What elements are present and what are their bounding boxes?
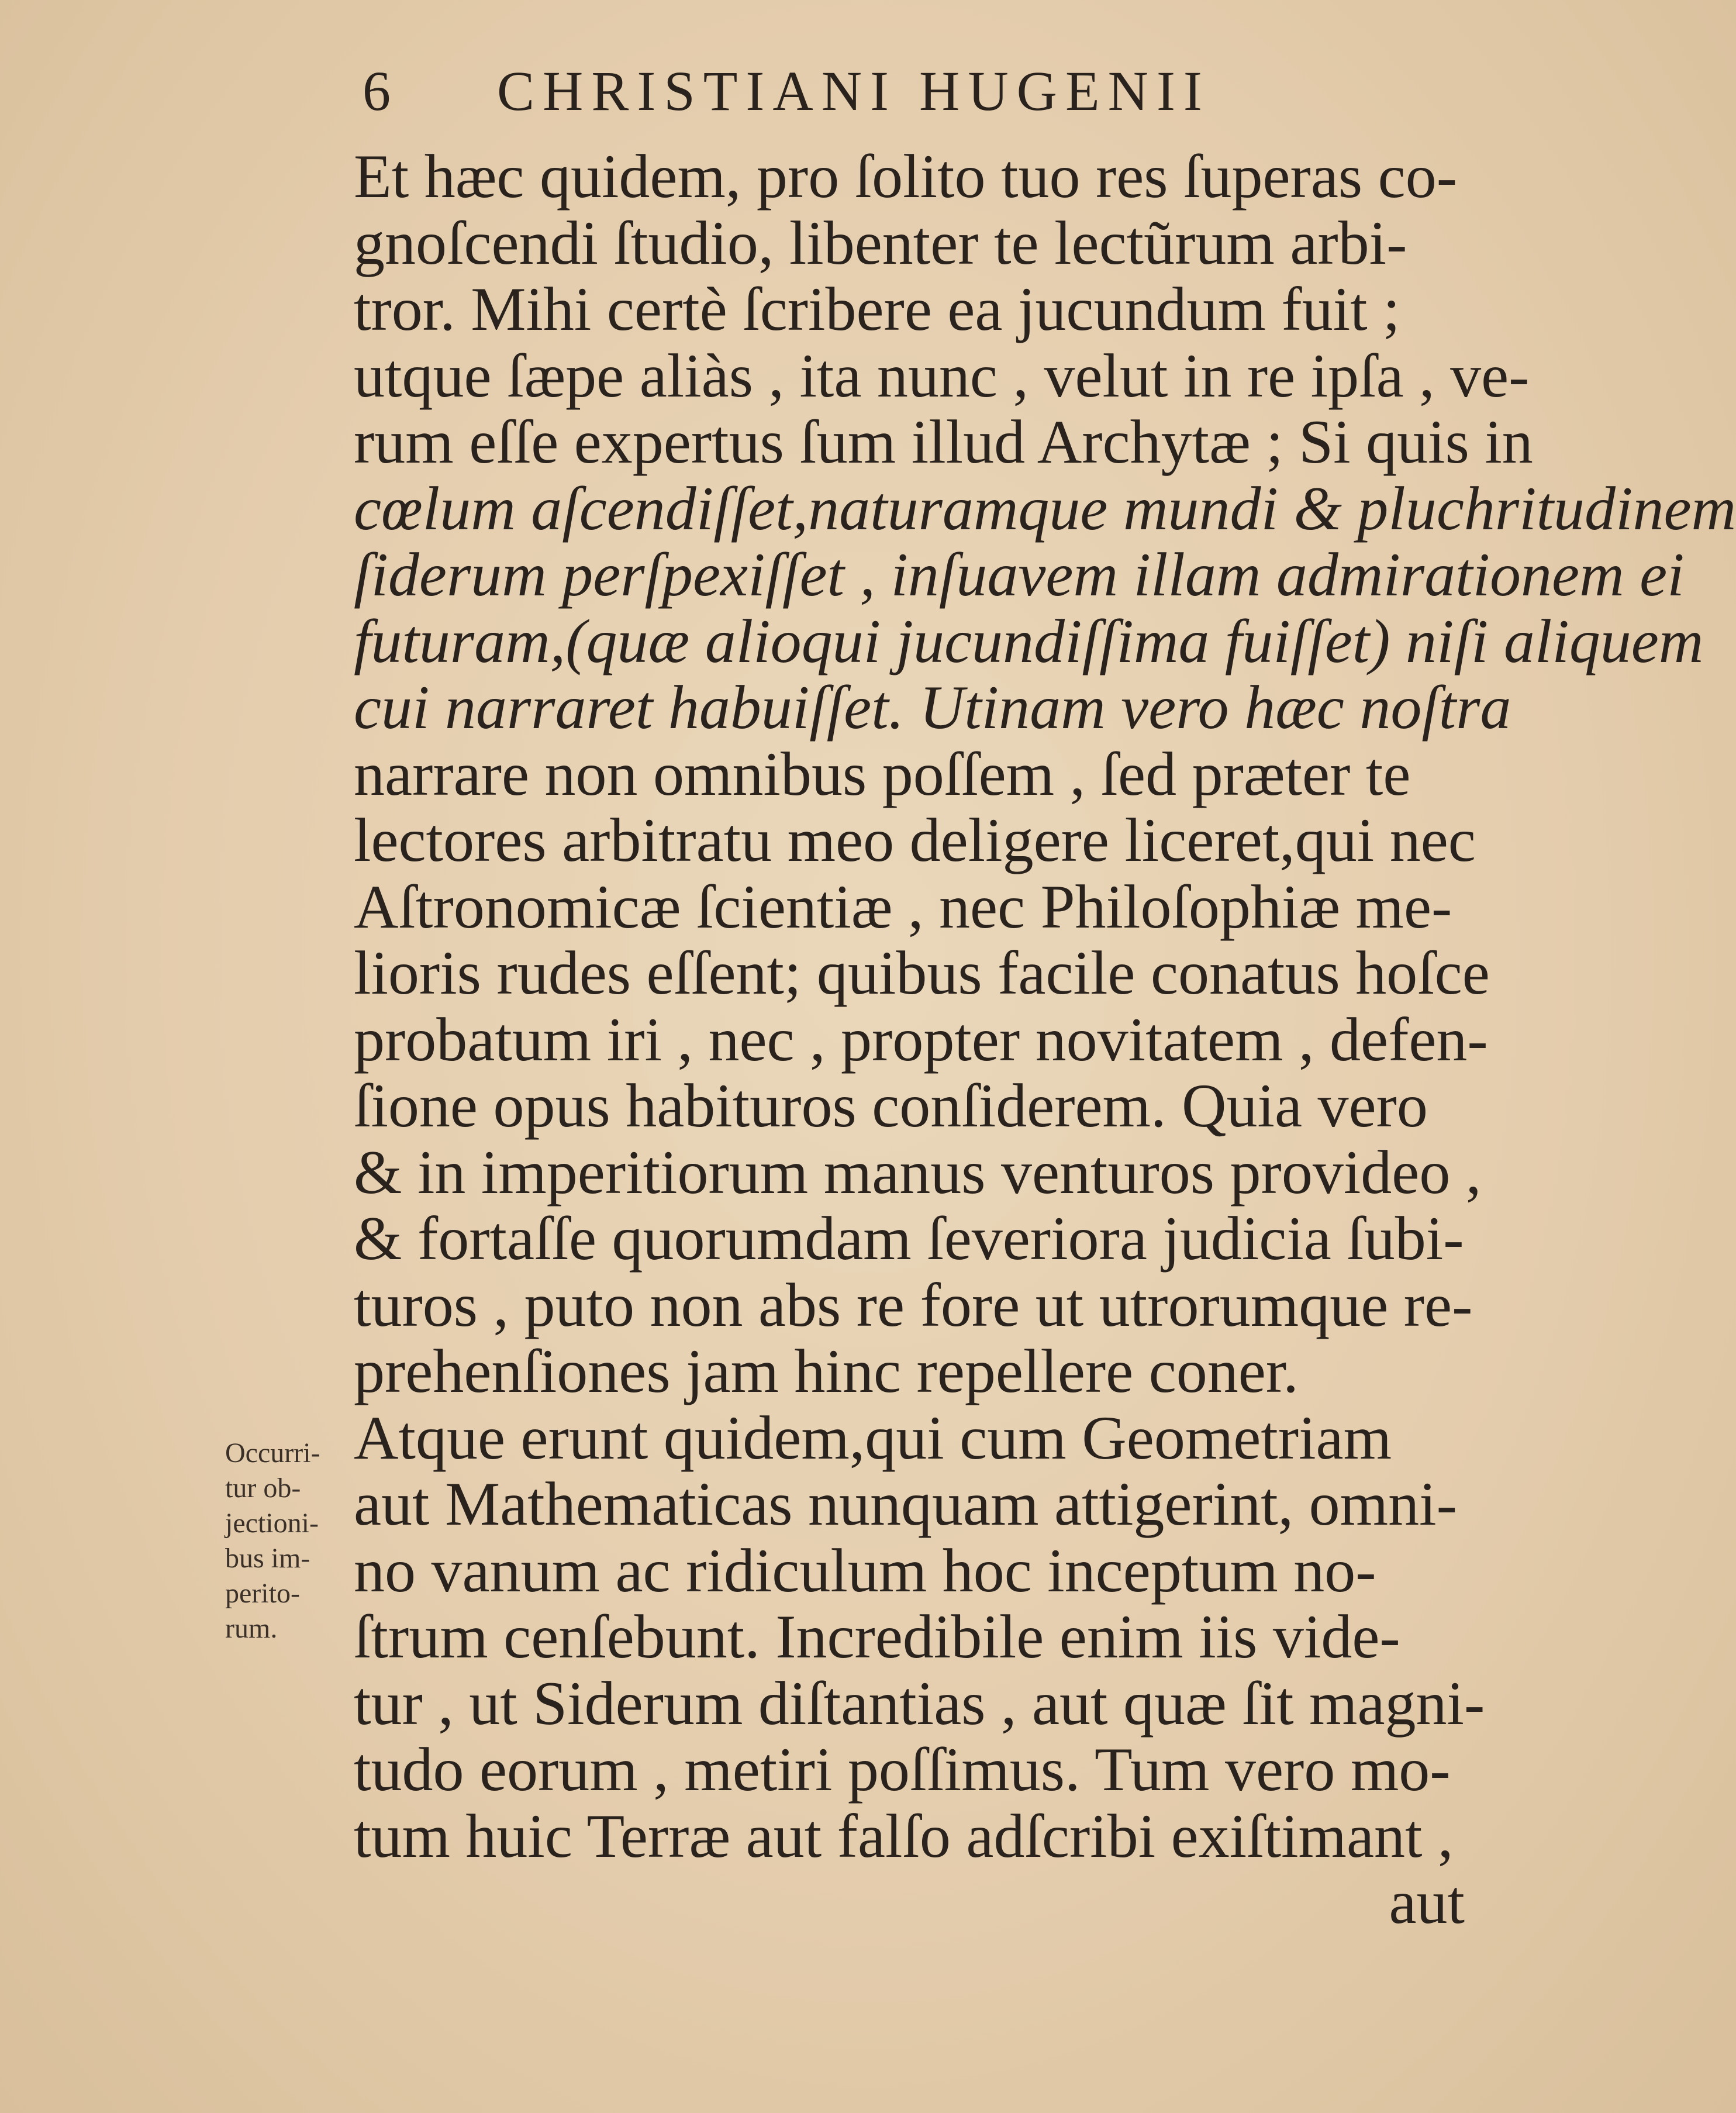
body-text [354,142,1736,1936]
text-line: turos , puto non abs re fore ut utrorumque re- [354,1270,1473,1339]
text-line: cui narraret habuiſſet. Utinam vero hæc noſtra [354,673,1511,742]
text-line: tum huic Terræ aut falſo adſcribi exiſtimant , [354,1801,1454,1870]
text-line: Aſtronomicæ ſcientiæ , nec Philoſophiæ me- [354,872,1452,941]
text-line: & fortaſſe quorumdam ſeveriora judicia ſubi- [354,1204,1464,1273]
text-line: narrare non omnibus poſſem , ſed præter te [354,739,1411,808]
text-line: lectores arbitratu meo deligere liceret,qui nec [354,806,1476,874]
margin-note-line: bus im- [225,1543,310,1574]
margin-note-line: perito- [225,1578,300,1609]
margin-note [225,1436,360,1646]
margin-note-line: tur ob- [225,1473,301,1504]
text-line: & in imperitiorum manus venturos provideo , [354,1137,1482,1207]
text-line: probatum iri , nec , propter novitatem , defen- [354,1005,1488,1074]
text-line: prehenſiones jam hinc repellere coner. [354,1337,1299,1405]
page-number: 6 [363,60,399,122]
text-line: utque ſæpe aliàs , ita nunc , velut in re ipſa , ve- [354,341,1530,410]
running-title: CHRISTIANI HUGENII [497,60,1210,122]
text-line: tur , ut Siderum diſtantias , aut quæ ſit magni- [354,1669,1485,1738]
text-line: no vanum ac ridiculum hoc inceptum no- [354,1536,1376,1605]
text-line: tror. Mihi certè ſcribere ea jucundum fuit ; [354,275,1400,343]
text-line: Et hæc quidem, pro ſolito tuo res ſuperas co- [354,142,1457,211]
text-line: rum eſſe expertus ſum illud Archytæ ; Si quis in [354,408,1533,476]
margin-note-line: jectioni- [225,1508,319,1539]
text-line: lioris rudes eſſent; quibus facile conatus hoſce [354,939,1490,1007]
text-line: aut Mathematicas nunquam attigerint, omni- [354,1470,1457,1538]
text-line: ſtrum cenſebunt. Incredibile enim iis vide- [354,1602,1400,1671]
text-line: Atque erunt quidem,qui cum Geometriam [354,1403,1392,1472]
text-line: futuram,(quæ alioqui jucundiſſima fuiſſet) niſi aliquem [354,606,1704,675]
text-line: aut [1389,1868,1465,1936]
text-line: gnoſcendi ſtudio, libenter te lectũrum arbi- [354,208,1407,277]
running-header [363,58,1473,129]
text-line: ſione opus habituros conſiderem. Quia vero [354,1071,1428,1140]
text-line: ſiderum perſpexiſſet , inſuavem illam admirationem ei [354,540,1685,609]
text-line: tudo eorum , metiri poſſimus. Tum vero mo- [354,1735,1451,1804]
margin-note-line: Occurri- [225,1438,320,1469]
text-line: cœlum aſcendiſſet,naturamque mundi & pluchritudinem [354,474,1736,543]
margin-note-line: rum. [225,1613,278,1644]
